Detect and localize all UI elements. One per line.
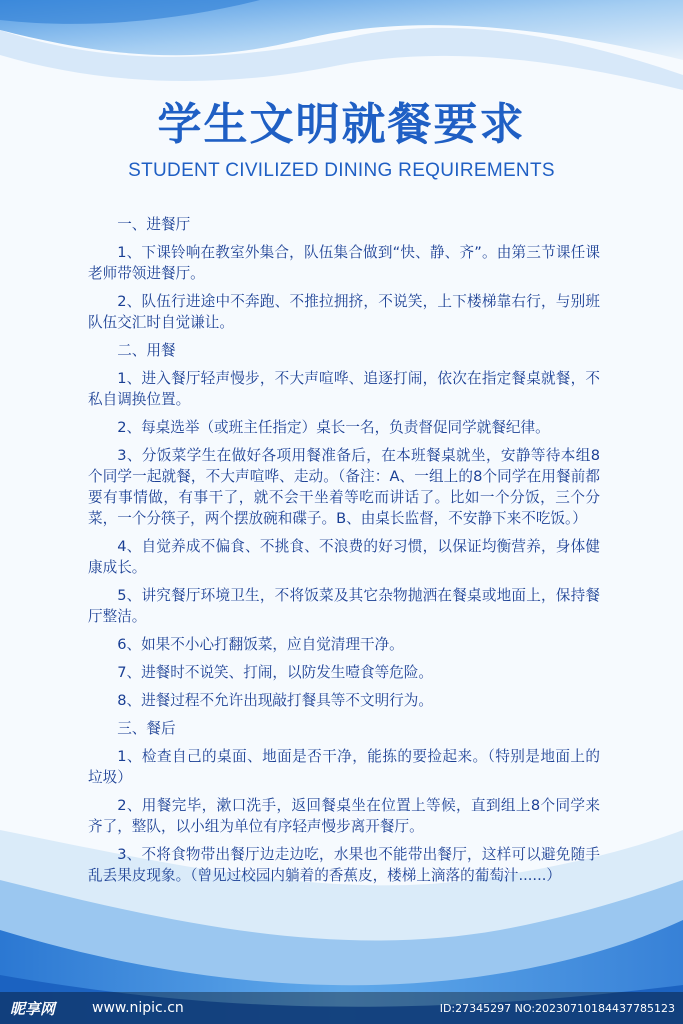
rule-item: 6、如果不小心打翻饭菜，应自觉清理干净。 xyxy=(117,636,404,653)
rule-item: 5、讲究餐厅环境卫生，不将饭菜及其它杂物抛洒在餐桌或地面上，保持餐厅整洁。 xyxy=(88,587,600,625)
rules-body xyxy=(88,214,600,893)
watermark-logo: 昵享网 xyxy=(10,1000,56,1018)
section-enter-canteen xyxy=(88,214,600,333)
poster-subtitle: STUDENT CIVILIZED DINING REQUIREMENTS xyxy=(128,160,555,181)
rule-item: 3、分饭菜学生在做好各项用餐准备后，在本班餐桌就坐，安静等待本组8个同学一起就餐，不大声喧哗、走动。（备注：A、一组上的8个同学在用餐前都要有事情做，有事干了，就不会干坐着等吃而讲话了。比如一个分饭，三个分菜，一个分筷子，两个摆放碗和碟子。B、由桌长监督，不安静下来不吃饭。） xyxy=(88,447,600,527)
rule-item: 1、进入餐厅轻声慢步，不大声喧哗、追逐打闹，依次在指定餐桌就餐，不私自调换位置。 xyxy=(88,370,600,408)
rule-item: 8、进餐过程不允许出现敲打餐具等不文明行为。 xyxy=(117,692,433,709)
rule-item: 2、队伍行进途中不奔跑、不推拉拥挤，不说笑，上下楼梯靠右行，与别班队伍交汇时自觉谦让。 xyxy=(88,293,600,331)
rule-item: 3、不将食物带出餐厅边走边吃，水果也不能带出餐厅，这样可以避免随手乱丢果皮现象。（曾见过校园内躺着的香蕉皮，楼梯上滴落的葡萄汁......） xyxy=(88,846,600,884)
rule-item: 4、自觉养成不偏食、不挑食、不浪费的好习惯，以保证均衡营养，身体健康成长。 xyxy=(88,538,600,576)
poster-title: 学生文明就餐要求 xyxy=(157,99,526,150)
rule-item: 2、每桌选举（或班主任指定）桌长一名，负责督促同学就餐纪律。 xyxy=(117,419,550,436)
section-heading: 二、用餐 xyxy=(117,342,176,359)
rule-item: 7、进餐时不说笑、打闹，以防发生噎食等危险。 xyxy=(117,664,433,681)
rule-item: 2、用餐完毕，漱口洗手，返回餐桌坐在位置上等候，直到组上8个同学来齐了，整队，以小组为单位有序轻声慢步离开餐厅。 xyxy=(88,797,600,835)
rule-item: 1、检查自己的桌面、地面是否干净，能拣的要捡起来。（特别是地面上的垃圾） xyxy=(88,748,600,786)
section-heading: 三、餐后 xyxy=(117,720,176,737)
watermark-bar xyxy=(0,992,683,1024)
section-dining xyxy=(88,340,600,711)
section-heading: 一、进餐厅 xyxy=(117,216,191,233)
rule-item: 1、下课铃响在教室外集合，队伍集合做到“快、静、齐”。由第三节课任课老师带领进餐厅。 xyxy=(88,244,600,282)
watermark-id: ID:27345297 NO:20230710184437785123 xyxy=(439,1002,675,1015)
watermark-site: www.nipic.cn xyxy=(92,1000,184,1016)
section-after-meal xyxy=(88,718,600,886)
